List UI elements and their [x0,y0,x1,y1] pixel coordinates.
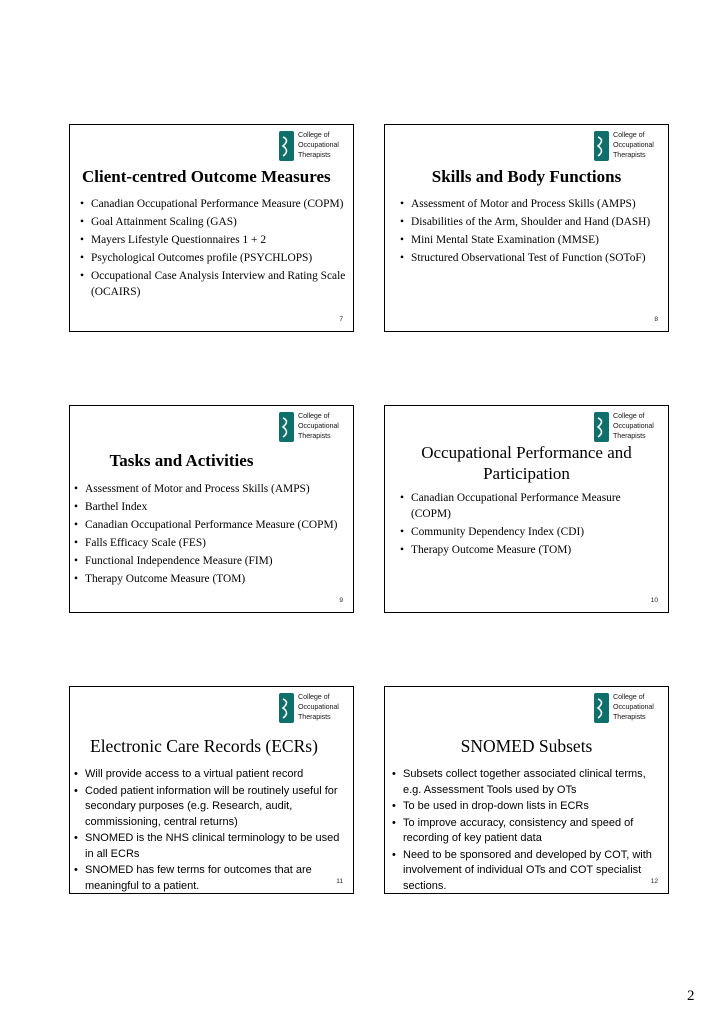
slide-number: 10 [650,597,658,604]
slide-title: SNOMED Subsets [460,736,593,756]
bullet-item: • Canadian Occupational Performance Measure (COPM) [398,490,660,522]
bullet-item: • Goal Attainment Scaling (GAS) [78,214,350,230]
logo-line: Occupational [613,420,654,430]
logo-line: Occupational [613,701,654,711]
logo-line: College of [298,411,330,420]
cot-logo [279,410,347,443]
slide-number: 7 [339,316,343,323]
slide-number: 9 [339,597,343,604]
cot-logo-icon [594,693,609,723]
cot-logo [279,691,347,724]
bullet-item: • Therapy Outcome Measure (TOM) [72,571,352,587]
bullet-item: • SNOMED has few terms for outcomes that are meaningful to a patient. [72,863,344,894]
bullet-item: • Occupational Case Analysis Interview and Rating Scale (OCAIRS) [78,268,350,300]
cot-logo [594,691,662,724]
bullet-item: • Assessment of Motor and Process Skills (AMPS) [72,481,352,497]
logo-line: College of [613,130,645,139]
logo-line: Therapists [613,149,646,159]
slide-10 [384,405,669,613]
logo-line: Therapists [613,430,646,440]
logo-line: College of [298,692,330,701]
cot-logo [594,129,662,162]
bullet-item: • Canadian Occupational Performance Measure (COPM) [72,517,352,533]
logo-line: College of [613,692,645,701]
slide-9 [69,405,354,613]
logo-line: Occupational [613,139,654,149]
slide-number: 8 [654,316,658,323]
bullet-item: • Structured Observational Test of Function (SOToF) [398,250,660,266]
logo-line: Occupational [298,420,339,430]
bullet-item: • SNOMED is the NHS clinical terminology to be used in all ECRs [72,831,344,862]
logo-line: Occupational [298,139,339,149]
cot-logo-icon [279,693,294,723]
logo-line: College of [298,130,330,139]
bullet-item: • Mini Mental State Examination (MMSE) [398,232,660,248]
cot-logo-icon [279,131,294,161]
bullet-list [390,767,658,894]
bullet-item: • Community Dependency Index (CDI) [398,524,660,540]
bullet-item: • Functional Independence Measure (FIM) [72,553,352,569]
slide-title: Tasks and Activities [109,451,254,470]
slide-number: 12 [650,878,658,885]
bullet-item: • Canadian Occupational Performance Measure (COPM) [78,196,350,212]
bullet-item: • Need to be sponsored and developed by COT, with involvement of individual OTs and COT specialist sections. [390,848,658,895]
bullet-item: • Therapy Outcome Measure (TOM) [398,542,660,558]
cot-logo-icon [279,412,294,442]
logo-line: Occupational [298,701,339,711]
bullet-item: • Mayers Lifestyle Questionnaires 1 + 2 [78,232,350,248]
slide-8 [384,124,669,332]
slide-title: Occupational Performance and Participation [421,443,632,483]
logo-line: Therapists [298,149,331,159]
page-number: 2 [687,988,695,1004]
slide-title: Client-centred Outcome Measures [82,167,331,186]
bullet-list [72,481,352,589]
bullet-item: • To improve accuracy, consistency and speed of recording of key patient data [390,816,658,847]
bullet-list [398,196,660,268]
bullet-item: • Will provide access to a virtual patient record [72,767,344,783]
bullet-item: • Subsets collect together associated clinical terms, e.g. Assessment Tools used by OTs [390,767,658,798]
bullet-item: • Psychological Outcomes profile (PSYCHLOPS) [78,250,350,266]
logo-line: Therapists [298,711,331,721]
cot-logo [279,129,347,162]
bullet-item: • Assessment of Motor and Process Skills (AMPS) [398,196,660,212]
slide-title: Electronic Care Records (ECRs) [90,736,318,756]
slide-title: Skills and Body Functions [431,167,622,186]
slide-12 [384,686,669,894]
bullet-item: • Coded patient information will be routinely useful for secondary purposes (e.g. Research, audit, commissioning, central returns) [72,784,344,831]
cot-logo-icon [594,412,609,442]
slide-11 [69,686,354,894]
bullet-item: • Falls Efficacy Scale (FES) [72,535,352,551]
bullet-list [72,767,344,894]
slide-7 [69,124,354,332]
logo-line: Therapists [298,430,331,440]
bullet-item: • To be used in drop-down lists in ECRs [390,799,658,815]
bullet-item: • Barthel Index [72,499,352,515]
bullet-list [78,196,350,302]
bullet-list [398,490,660,560]
bullet-item: • Disabilities of the Arm, Shoulder and Hand (DASH) [398,214,660,230]
logo-line: College of [613,411,645,420]
slide-number: 11 [336,878,343,885]
cot-logo-icon [594,131,609,161]
logo-line: Therapists [613,711,646,721]
cot-logo [594,410,662,443]
